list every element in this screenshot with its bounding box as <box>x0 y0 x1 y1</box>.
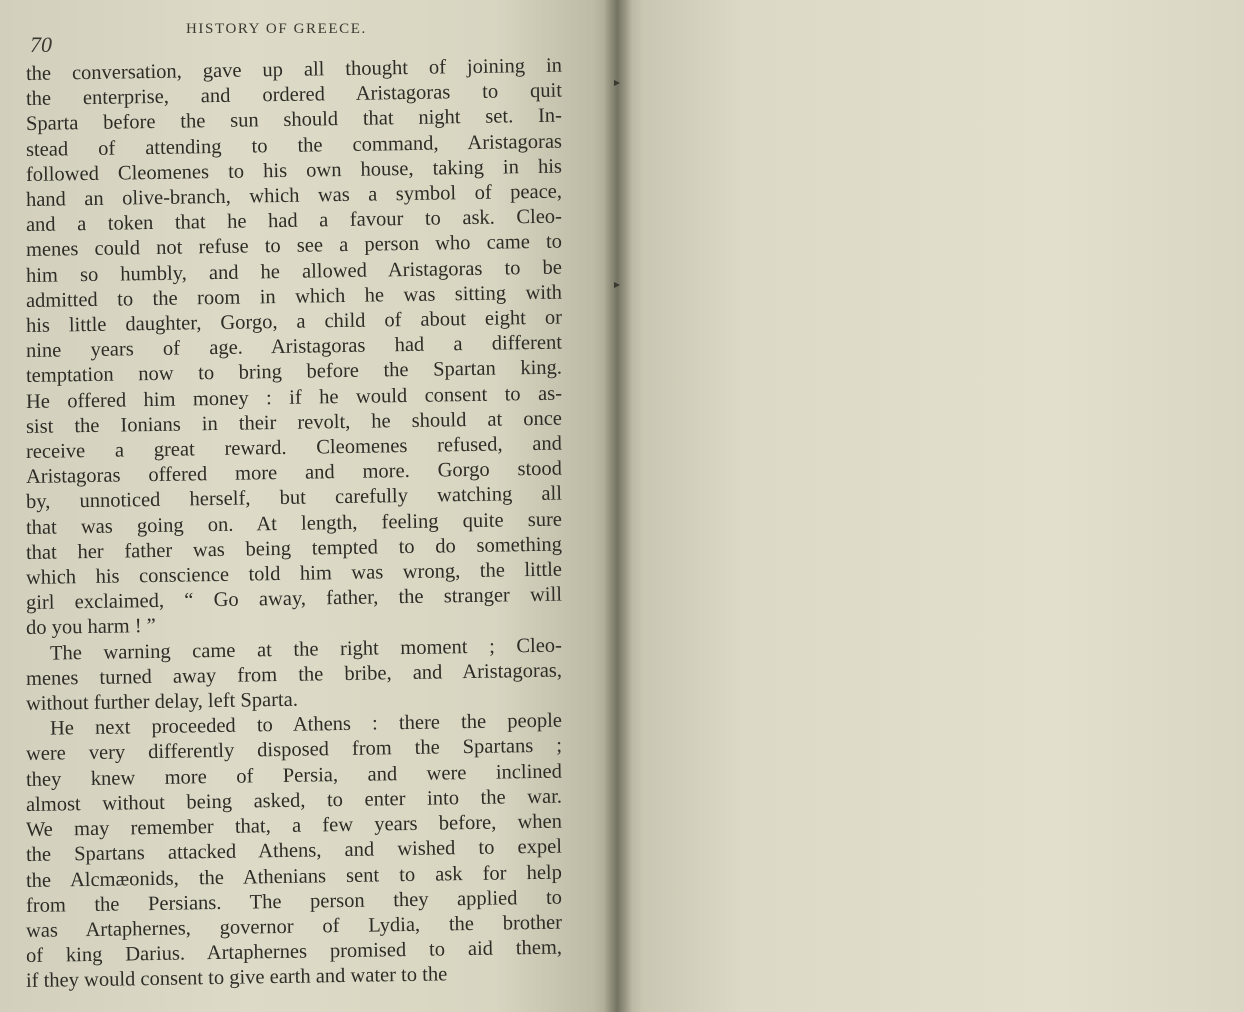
text-line: by, unnoticed herself, but carefully watching all <box>25 483 563 514</box>
text-line: which his conscience told him was wrong, the little <box>25 558 563 590</box>
text-line: Sparta before the sun should that night set. In- <box>25 104 563 136</box>
text-line: the Alcmæonids, the Athenians sent to ask for help <box>25 861 563 892</box>
left-running-head: HISTORY OF GREECE. <box>186 21 367 37</box>
left-page <box>0 0 618 1012</box>
left-page-number: 70 <box>30 32 52 57</box>
text-line: was Artaphernes, governor of Lydia, the brother <box>25 911 563 942</box>
text-line: if they would consent to give earth and water to the <box>25 963 448 993</box>
text-line: Aristagoras offered more and more. Gorgo stood <box>25 457 563 489</box>
text-line: receive a great reward. Cleomenes refused, and <box>25 432 563 464</box>
text-line: menes could not refuse to see a person who came to <box>25 231 563 262</box>
text-line: followed Cleomenes to his own house, taking in his <box>25 155 563 186</box>
text-line: of king Darius. Artaphernes promised to aid them, <box>25 936 563 968</box>
text-line: the conversation, gave up all thought of joining in <box>25 54 563 85</box>
text-line: from the Persians. The person they applied to <box>25 886 563 917</box>
text-line: that was going on. At length, feeling quite sure <box>25 508 563 539</box>
book-gutter <box>604 0 632 1012</box>
text-line: him so humbly, and he allowed Aristagoras to be <box>25 256 563 287</box>
text-line: admitted to the room in which he was sitting with <box>25 281 563 312</box>
text-line: the enterprise, and ordered Aristagoras to quit <box>25 79 563 111</box>
text-line: do you harm ! ” <box>25 615 156 640</box>
text-line: He offered him money : if he would consent to as- <box>25 382 563 413</box>
text-line: were very differently disposed from the Spartans ; <box>25 735 563 766</box>
text-line: nine years of age. Aristagoras had a different <box>25 331 563 363</box>
text-line: temptation now to bring before the Spartan king. <box>25 357 563 388</box>
text-line: the Spartans attacked Athens, and wished to expel <box>25 835 563 867</box>
text-line: menes turned away from the bribe, and Aristagoras, <box>25 659 563 690</box>
text-line: almost without being asked, to enter into the war. <box>25 785 563 816</box>
text-line: hand an olive-branch, which was a symbol of peace, <box>25 180 563 212</box>
left-page-text <box>25 54 563 995</box>
text-line: girl exclaimed, “ Go away, father, the stranger will <box>25 583 563 615</box>
text-line: sist the Ionians in their revolt, he should at once <box>25 407 563 438</box>
text-line: his little daughter, Gorgo, a child of about eight or <box>25 306 563 338</box>
text-line: that her father was being tempted to do something <box>25 533 563 564</box>
right-page <box>618 0 1244 1012</box>
text-line: without further delay, left Sparta. <box>25 688 299 716</box>
text-line: they knew more of Persia, and were inclined <box>25 760 563 791</box>
text-line: We may remember that, a few years before, when <box>25 810 563 842</box>
text-line: stead of attending to the command, Aristagoras <box>25 130 563 161</box>
text-line: and a token that he had a favour to ask. Cleo- <box>25 205 563 237</box>
text-line: He next proceeded to Athens : there the people <box>49 709 563 740</box>
text-line: The warning came at the right moment ; Cleo- <box>49 634 563 665</box>
